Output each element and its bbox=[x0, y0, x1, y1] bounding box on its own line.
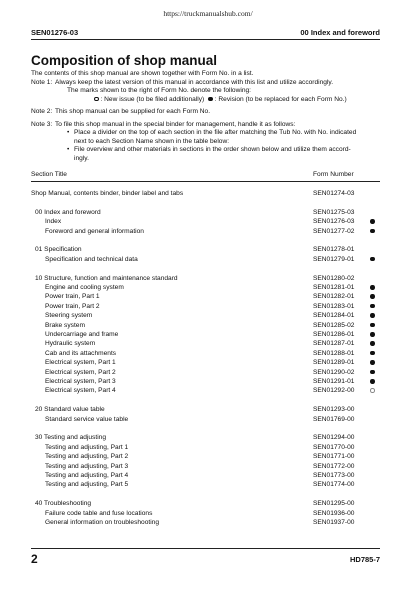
table-row bbox=[31, 453, 380, 462]
page-number: 2 bbox=[31, 552, 38, 566]
revision-mark-icon bbox=[370, 370, 375, 375]
section-title: Foreword and general information bbox=[45, 227, 144, 235]
table-row bbox=[31, 275, 380, 284]
legend-new: : New issue (to be filed additionally) bbox=[94, 96, 204, 105]
table-spacer-row bbox=[31, 397, 380, 406]
revision-mark-icon bbox=[370, 360, 375, 365]
section-title: Engine and cooling system bbox=[45, 284, 124, 291]
table-row bbox=[31, 284, 380, 293]
form-number: SEN01769-00 bbox=[313, 415, 355, 423]
table-row bbox=[31, 228, 380, 237]
table-row bbox=[31, 463, 380, 472]
bullet-icon: • bbox=[67, 146, 70, 153]
form-number: SEN01281-01 bbox=[313, 284, 355, 291]
form-number: SEN01276-03 bbox=[313, 218, 355, 226]
form-number: SEN01277-02 bbox=[313, 227, 355, 235]
form-number: SEN01936-00 bbox=[313, 509, 355, 517]
marks-legend bbox=[31, 96, 383, 105]
revision-mark-icon bbox=[370, 323, 375, 328]
note-3 bbox=[31, 121, 383, 130]
form-number: SEN01772-00 bbox=[313, 462, 355, 470]
section-title: Power train, Part 2 bbox=[45, 302, 100, 310]
filled-circle-icon bbox=[208, 97, 213, 102]
form-number: SEN01293-00 bbox=[313, 406, 355, 414]
form-number: SEN01937-00 bbox=[313, 519, 355, 526]
form-number: SEN01289-01 bbox=[313, 359, 355, 367]
section-title: Steering system bbox=[45, 312, 93, 320]
note-1-text: Always keep the latest version of this manual in accordance with this list and utilize accordingly. bbox=[55, 78, 334, 86]
note-1-continuation: The marks shown to the right of Form No. denote the following: bbox=[67, 87, 251, 94]
table-row bbox=[31, 246, 380, 255]
form-number: SEN01284-01 bbox=[313, 312, 355, 320]
form-number: SEN01773-00 bbox=[313, 472, 355, 479]
note-2-label: Note 2: bbox=[31, 108, 53, 115]
revision-mark-icon bbox=[370, 341, 375, 346]
model-number: HD785-7 bbox=[349, 555, 380, 564]
section-title: Undercarriage and frame bbox=[45, 331, 119, 338]
revision-mark-icon bbox=[370, 219, 375, 224]
section-title: 40 Troubleshooting bbox=[35, 500, 92, 508]
section-title: Electrical system, Part 1 bbox=[45, 359, 116, 367]
table-spacer-row bbox=[31, 237, 380, 246]
table-row bbox=[31, 481, 380, 490]
legend-rev: : Revision (to be replaced for each Form No.) bbox=[208, 96, 346, 105]
table-row bbox=[31, 209, 380, 218]
table-spacer-row bbox=[31, 199, 380, 208]
note-3-bullet-2-continuation: ingly. bbox=[74, 154, 89, 162]
table-row bbox=[31, 406, 380, 415]
section-title: Failure code table and fuse locations bbox=[45, 509, 153, 517]
col-header-form-number: Form Number bbox=[313, 171, 354, 178]
section-title: 20 Standard value table bbox=[35, 406, 105, 414]
table-row bbox=[31, 416, 380, 425]
section-title: Index bbox=[45, 218, 62, 226]
intro-text bbox=[31, 70, 383, 163]
col-header-section-title: Section Title bbox=[31, 171, 67, 178]
note-3-bullet-2: • File overview and other materials in sections in the order shown below and utilize them accord- bbox=[67, 146, 351, 153]
table-spacer-row bbox=[31, 425, 380, 434]
source-url[interactable]: https://truckmanualshub.com/ bbox=[163, 9, 253, 18]
revision-mark-icon bbox=[370, 332, 375, 337]
form-number: SEN01774-00 bbox=[313, 481, 355, 489]
section-title: Testing and adjusting, Part 2 bbox=[45, 453, 129, 461]
legend-new-text: New issue (to be filed additionally) bbox=[104, 95, 205, 103]
open-circle-icon bbox=[94, 97, 99, 102]
table-row bbox=[31, 340, 380, 349]
form-number: SEN01287-01 bbox=[313, 340, 355, 348]
form-number: SEN01283-01 bbox=[313, 302, 355, 310]
form-number: SEN01274-03 bbox=[313, 190, 355, 197]
note-3-bullet-1: • Place a divider on the top of each section in the file after matching the Tub No. with No. indicated bbox=[67, 129, 357, 136]
revision-mark-icon bbox=[370, 379, 375, 384]
table-row bbox=[31, 331, 380, 340]
table-row bbox=[31, 218, 380, 227]
section-title: 00 Index and foreword bbox=[35, 208, 101, 216]
note-2-text: This shop manual can be supplied for each Form No. bbox=[55, 108, 211, 115]
section-title: Specification and technical data bbox=[45, 255, 138, 263]
section-title: Electrical system, Part 4 bbox=[45, 387, 116, 395]
section-title: General information on troubleshooting bbox=[45, 519, 159, 526]
table-row bbox=[31, 359, 380, 368]
section-title: Electrical system, Part 2 bbox=[45, 368, 116, 376]
form-number: SEN01285-02 bbox=[313, 321, 355, 329]
form-number: SEN01294-00 bbox=[313, 434, 355, 442]
form-number: SEN01770-00 bbox=[313, 443, 355, 451]
revision-mark-icon bbox=[370, 313, 375, 318]
table-row bbox=[31, 256, 380, 265]
section-title: Shop Manual, contents binder, binder label and tabs bbox=[31, 190, 184, 197]
form-number: SEN01295-00 bbox=[313, 500, 355, 508]
table-row bbox=[31, 472, 380, 481]
form-number: SEN01282-01 bbox=[313, 293, 355, 301]
header-doc-number: SEN01276-03 bbox=[31, 28, 79, 37]
table-row bbox=[31, 312, 380, 321]
new-issue-mark-icon bbox=[370, 388, 375, 393]
table-row bbox=[31, 293, 380, 302]
table-row bbox=[31, 378, 380, 387]
revision-mark-icon bbox=[370, 351, 375, 356]
section-title: Brake system bbox=[45, 321, 85, 329]
note-3-text: To file this shop manual in the special binder for management, handle it as follows: bbox=[55, 120, 296, 128]
revision-mark-icon bbox=[370, 285, 375, 290]
form-number: SEN01286-01 bbox=[313, 331, 355, 338]
section-title: 10 Structure, function and maintenance standard bbox=[35, 274, 178, 282]
form-number: SEN01280-02 bbox=[313, 274, 355, 282]
form-number: SEN01771-00 bbox=[313, 453, 355, 461]
form-number: SEN01275-03 bbox=[313, 208, 355, 216]
table-row bbox=[31, 322, 380, 331]
table-row bbox=[31, 500, 380, 509]
section-title: Testing and adjusting, Part 4 bbox=[45, 472, 129, 479]
bullet-icon: • bbox=[67, 129, 70, 136]
note-1 bbox=[31, 79, 383, 88]
section-title: Cab and its attachments bbox=[45, 349, 117, 357]
table-row bbox=[31, 387, 380, 396]
table-header-divider bbox=[31, 181, 380, 182]
revision-mark-icon bbox=[370, 304, 375, 309]
table-header bbox=[31, 171, 380, 178]
table-row bbox=[31, 303, 380, 312]
section-title: Testing and adjusting, Part 1 bbox=[45, 443, 129, 451]
note-3-label: Note 3: bbox=[31, 120, 53, 128]
table-row bbox=[31, 444, 380, 453]
note-1-label: Note 1: bbox=[31, 78, 53, 86]
form-number: SEN01278-01 bbox=[313, 246, 355, 254]
table-row bbox=[31, 519, 380, 528]
footer-divider bbox=[31, 548, 380, 549]
form-number: SEN01292-00 bbox=[313, 387, 355, 395]
intro-paragraph: The contents of this shop manual are shown together with Form No. in a list. bbox=[31, 70, 254, 77]
table-row bbox=[31, 190, 380, 199]
section-title: Testing and adjusting, Part 5 bbox=[45, 481, 129, 489]
table-row bbox=[31, 434, 380, 443]
section-title: 30 Testing and adjusting bbox=[35, 434, 106, 442]
section-title: Electrical system, Part 3 bbox=[45, 378, 116, 385]
revision-mark-icon bbox=[370, 257, 375, 262]
revision-mark-icon bbox=[370, 294, 375, 299]
revision-mark-icon bbox=[370, 229, 375, 234]
section-title: Hydraulic system bbox=[45, 340, 96, 348]
note-3-bullet-1-continuation: next to each Section Name shown in the table below: bbox=[74, 137, 230, 145]
section-title: Power train, Part 1 bbox=[45, 293, 100, 301]
section-title: Testing and adjusting, Part 3 bbox=[45, 462, 129, 470]
form-number: SEN01291-01 bbox=[313, 378, 355, 385]
table-row bbox=[31, 350, 380, 359]
form-number: SEN01288-01 bbox=[313, 349, 355, 357]
section-title: 01 Specification bbox=[35, 246, 82, 254]
table-row bbox=[31, 510, 380, 519]
form-number: SEN01290-02 bbox=[313, 368, 355, 376]
note-2 bbox=[31, 108, 383, 117]
header-section-name: 00 Index and foreword bbox=[300, 28, 380, 37]
table-spacer-row bbox=[31, 491, 380, 500]
table-spacer-row bbox=[31, 265, 380, 274]
table-row bbox=[31, 369, 380, 378]
form-number: SEN01279-01 bbox=[313, 255, 355, 263]
legend-rev-text: Revision (to be replaced for each Form No.) bbox=[218, 95, 347, 103]
header-divider bbox=[31, 39, 380, 40]
page-title: Composition of shop manual bbox=[31, 53, 217, 68]
section-title: Standard service value table bbox=[45, 415, 129, 423]
